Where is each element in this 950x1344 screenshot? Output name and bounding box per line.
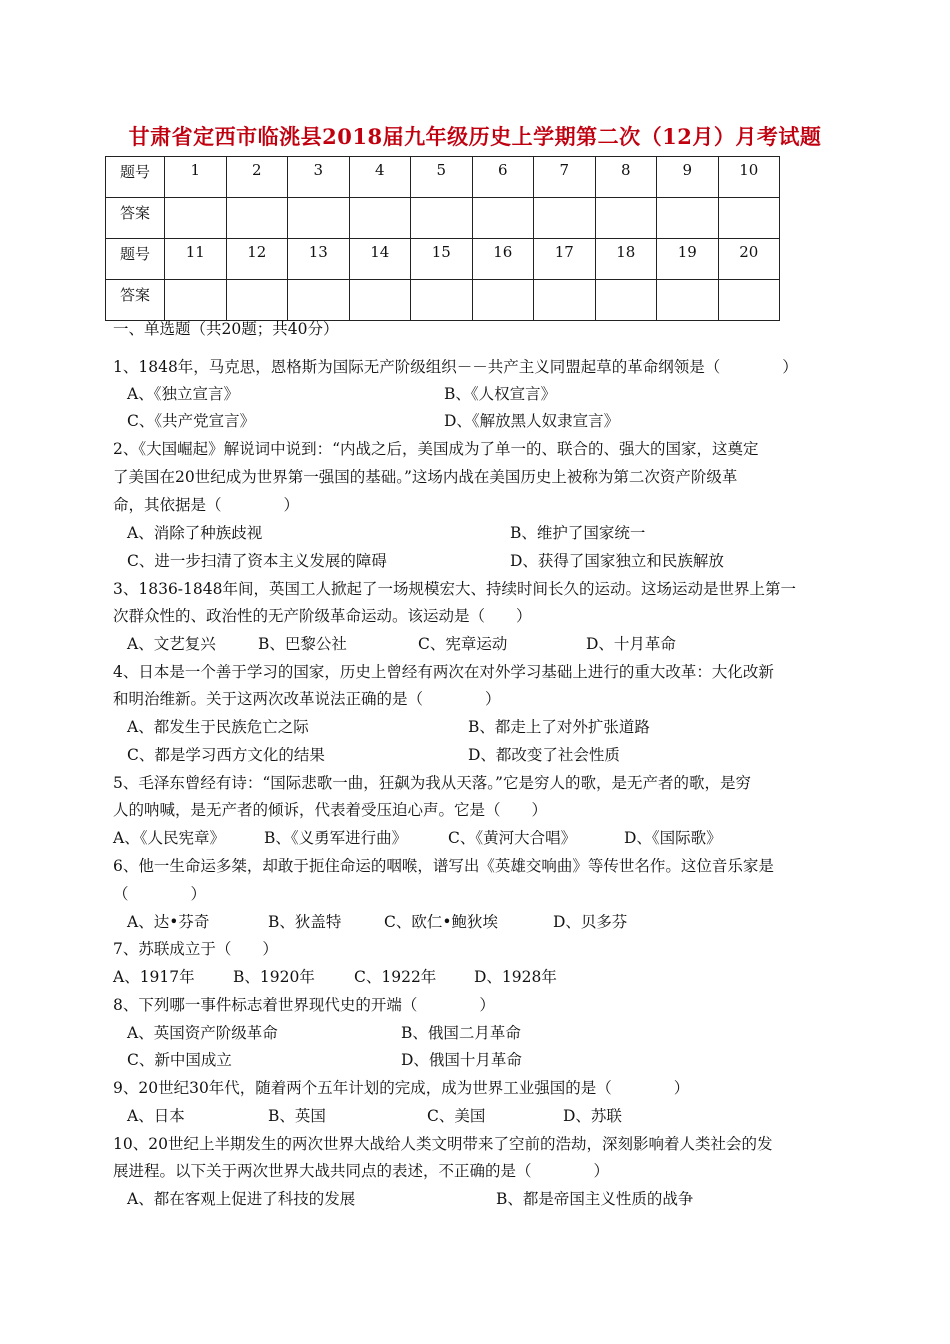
option-c[interactable]: C、1922年 [354, 968, 437, 986]
option-b[interactable]: B、《义勇军进行曲》 [264, 829, 408, 847]
option-b[interactable]: B、维护了国家统一 [510, 524, 646, 542]
answer-cell[interactable] [472, 198, 534, 239]
section-heading: 一、单选题（共20题；共40分） [113, 320, 339, 338]
option-d[interactable]: D、都改变了社会性质 [468, 746, 620, 764]
answer-cell[interactable] [349, 280, 411, 321]
answer-cell[interactable] [226, 198, 288, 239]
answer-cell[interactable] [288, 198, 350, 239]
option-d[interactable]: D、《国际歌》 [624, 829, 722, 847]
option-b[interactable]: B、1920年 [233, 968, 315, 986]
question-number: 18 [616, 243, 636, 261]
option-d[interactable]: D、俄国十月革命 [401, 1051, 522, 1069]
option-b[interactable]: B、都是帝国主义性质的战争 [496, 1190, 694, 1208]
option-a[interactable]: A、文艺复兴 [127, 635, 216, 653]
question-number: 19 [677, 243, 697, 261]
answer-cell[interactable] [534, 198, 596, 239]
option-d[interactable]: D、1928年 [474, 968, 557, 986]
question-7-stem: 7、苏联成立于（ ） [113, 940, 278, 958]
question-number: 14 [370, 243, 390, 261]
question-number: 4 [374, 161, 385, 179]
option-b[interactable]: B、英国 [268, 1107, 326, 1125]
question-number: 15 [431, 243, 451, 261]
question-9-stem: 9、20世纪30年代，随着两个五年计划的完成，成为世界工业强国的是（ ） [113, 1079, 690, 1097]
option-c[interactable]: C、宪章运动 [418, 635, 508, 653]
answer-cell[interactable] [718, 280, 780, 321]
answer-cell[interactable] [657, 198, 719, 239]
row-label: 答案 [119, 286, 150, 304]
question-1-stem: 1、1848年，马克思，恩格斯为国际无产阶级组织－－共产主义同盟起草的革命纲领是（ ） [113, 358, 798, 376]
table-row [106, 239, 780, 280]
option-c[interactable]: C、进一步扫清了资本主义发展的障碍 [127, 552, 387, 570]
answer-cell[interactable] [411, 280, 473, 321]
answer-cell[interactable] [595, 280, 657, 321]
option-a[interactable]: A、都发生于民族危亡之际 [127, 718, 309, 736]
option-b[interactable]: B、俄国二月革命 [401, 1024, 521, 1042]
question-number: 5 [436, 161, 447, 179]
option-d[interactable]: D、十月革命 [586, 635, 676, 653]
question-number: 8 [620, 161, 631, 179]
option-a[interactable]: A、英国资产阶级革命 [127, 1024, 278, 1042]
option-a[interactable]: A、《人民宪章》 [113, 829, 225, 847]
question-number: 2 [251, 161, 262, 179]
question-number: 12 [247, 243, 267, 261]
option-b[interactable]: B、《人权宣言》 [444, 385, 557, 403]
option-d[interactable]: D、贝多芬 [553, 913, 628, 931]
question-3-stem: 次群众性的、政治性的无产阶级革命运动。该运动是（ ） [113, 607, 532, 625]
option-c[interactable]: C、《黄河大合唱》 [448, 829, 577, 847]
question-number: 10 [739, 161, 759, 179]
option-a[interactable]: A、1917年 [113, 968, 195, 986]
question-6-stem: （ ） [113, 885, 207, 903]
question-2-stem: 命，其依据是（ ） [113, 496, 300, 514]
answer-cell[interactable] [349, 198, 411, 239]
question-number: 11 [185, 243, 205, 261]
option-a[interactable]: A、《独立宣言》 [127, 385, 239, 403]
option-b[interactable]: B、狄盖特 [268, 913, 342, 931]
row-label: 题号 [119, 245, 150, 263]
option-b[interactable]: B、巴黎公社 [258, 635, 347, 653]
question-4-stem: 4、日本是一个善于学习的国家，历史上曾经有两次在对外学习基础上进行的重大改革：大化改新 [113, 663, 774, 681]
table-row [106, 280, 780, 321]
option-c[interactable]: C、新中国成立 [127, 1051, 232, 1069]
table-row [106, 198, 780, 239]
answer-cell[interactable] [411, 198, 473, 239]
question-number: 20 [739, 243, 759, 261]
question-number: 9 [682, 161, 693, 179]
option-a[interactable]: A、消除了种族歧视 [127, 524, 263, 542]
question-number: 13 [308, 243, 328, 261]
row-label: 题号 [119, 163, 150, 181]
option-d[interactable]: D、获得了国家独立和民族解放 [510, 552, 724, 570]
question-number: 6 [497, 161, 508, 179]
question-2-stem: 2、《大国崛起》解说词中说到：“内战之后，美国成为了单一的、联合的、强大的国家，这奠定 [113, 440, 759, 458]
question-number: 3 [313, 161, 324, 179]
answer-cell[interactable] [657, 280, 719, 321]
option-a[interactable]: A、都在客观上促进了科技的发展 [127, 1190, 356, 1208]
question-6-stem: 6、他一生命运多桀，却敢于扼住命运的咽喉，谱写出《英雄交响曲》等传世名作。这位音乐家是 [113, 857, 774, 875]
answer-table [105, 156, 780, 321]
answer-cell[interactable] [165, 198, 227, 239]
page-title: 甘肃省定西市临洮县2018届九年级历史上学期第二次（12月）月考试题 [128, 124, 822, 149]
option-c[interactable]: C、欧仁•鲍狄埃 [384, 913, 499, 931]
answer-cell[interactable] [226, 280, 288, 321]
answer-cell[interactable] [718, 198, 780, 239]
option-c[interactable]: C、美国 [427, 1107, 486, 1125]
question-8-stem: 8、下列哪一事件标志着世界现代史的开端（ ） [113, 996, 495, 1014]
question-number: 1 [190, 161, 201, 179]
question-10-stem: 展进程。以下关于两次世界大战共同点的表述，不正确的是（ ） [113, 1162, 610, 1180]
option-c[interactable]: C、都是学习西方文化的结果 [127, 746, 325, 764]
row-label: 答案 [119, 204, 150, 222]
question-5-stem: 人的呐喊，是无产者的倾诉，代表着受压迫心声。它是（ ） [113, 801, 548, 819]
answer-cell[interactable] [534, 280, 596, 321]
answer-cell[interactable] [288, 280, 350, 321]
question-10-stem: 10、20世纪上半期发生的两次世界大战给人类文明带来了空前的浩劫，深刻影响着人类社会的发 [113, 1135, 773, 1153]
option-d[interactable]: D、《解放黑人奴隶宣言》 [444, 412, 620, 430]
question-5-stem: 5、毛泽东曾经有诗：“国际悲歌一曲，狂飙为我从天落。”它是穷人的歌，是无产者的歌，是穷 [113, 774, 751, 792]
option-c[interactable]: C、《共产党宣言》 [127, 412, 256, 430]
question-3-stem: 3、1836-1848年间，英国工人掀起了一场规模宏大、持续时间长久的运动。这场运动是世界上第一 [113, 580, 796, 598]
option-d[interactable]: D、苏联 [563, 1107, 622, 1125]
question-2-stem: 了美国在20世纪成为世界第一强国的基础。”这场内战在美国历史上被称为第二次资产阶级革 [113, 468, 738, 486]
question-number: 16 [493, 243, 513, 261]
option-b[interactable]: B、都走上了对外扩张道路 [468, 718, 650, 736]
answer-cell[interactable] [472, 280, 534, 321]
answer-cell[interactable] [595, 198, 657, 239]
answer-cell[interactable] [165, 280, 227, 321]
option-a[interactable]: A、达•芬奇 [127, 913, 210, 931]
question-4-stem: 和明治维新。关于这两次改革说法正确的是（ ） [113, 690, 501, 708]
option-a[interactable]: A、日本 [127, 1107, 185, 1125]
question-number: 17 [554, 243, 574, 261]
question-number: 7 [559, 161, 570, 179]
table-row [106, 157, 780, 198]
